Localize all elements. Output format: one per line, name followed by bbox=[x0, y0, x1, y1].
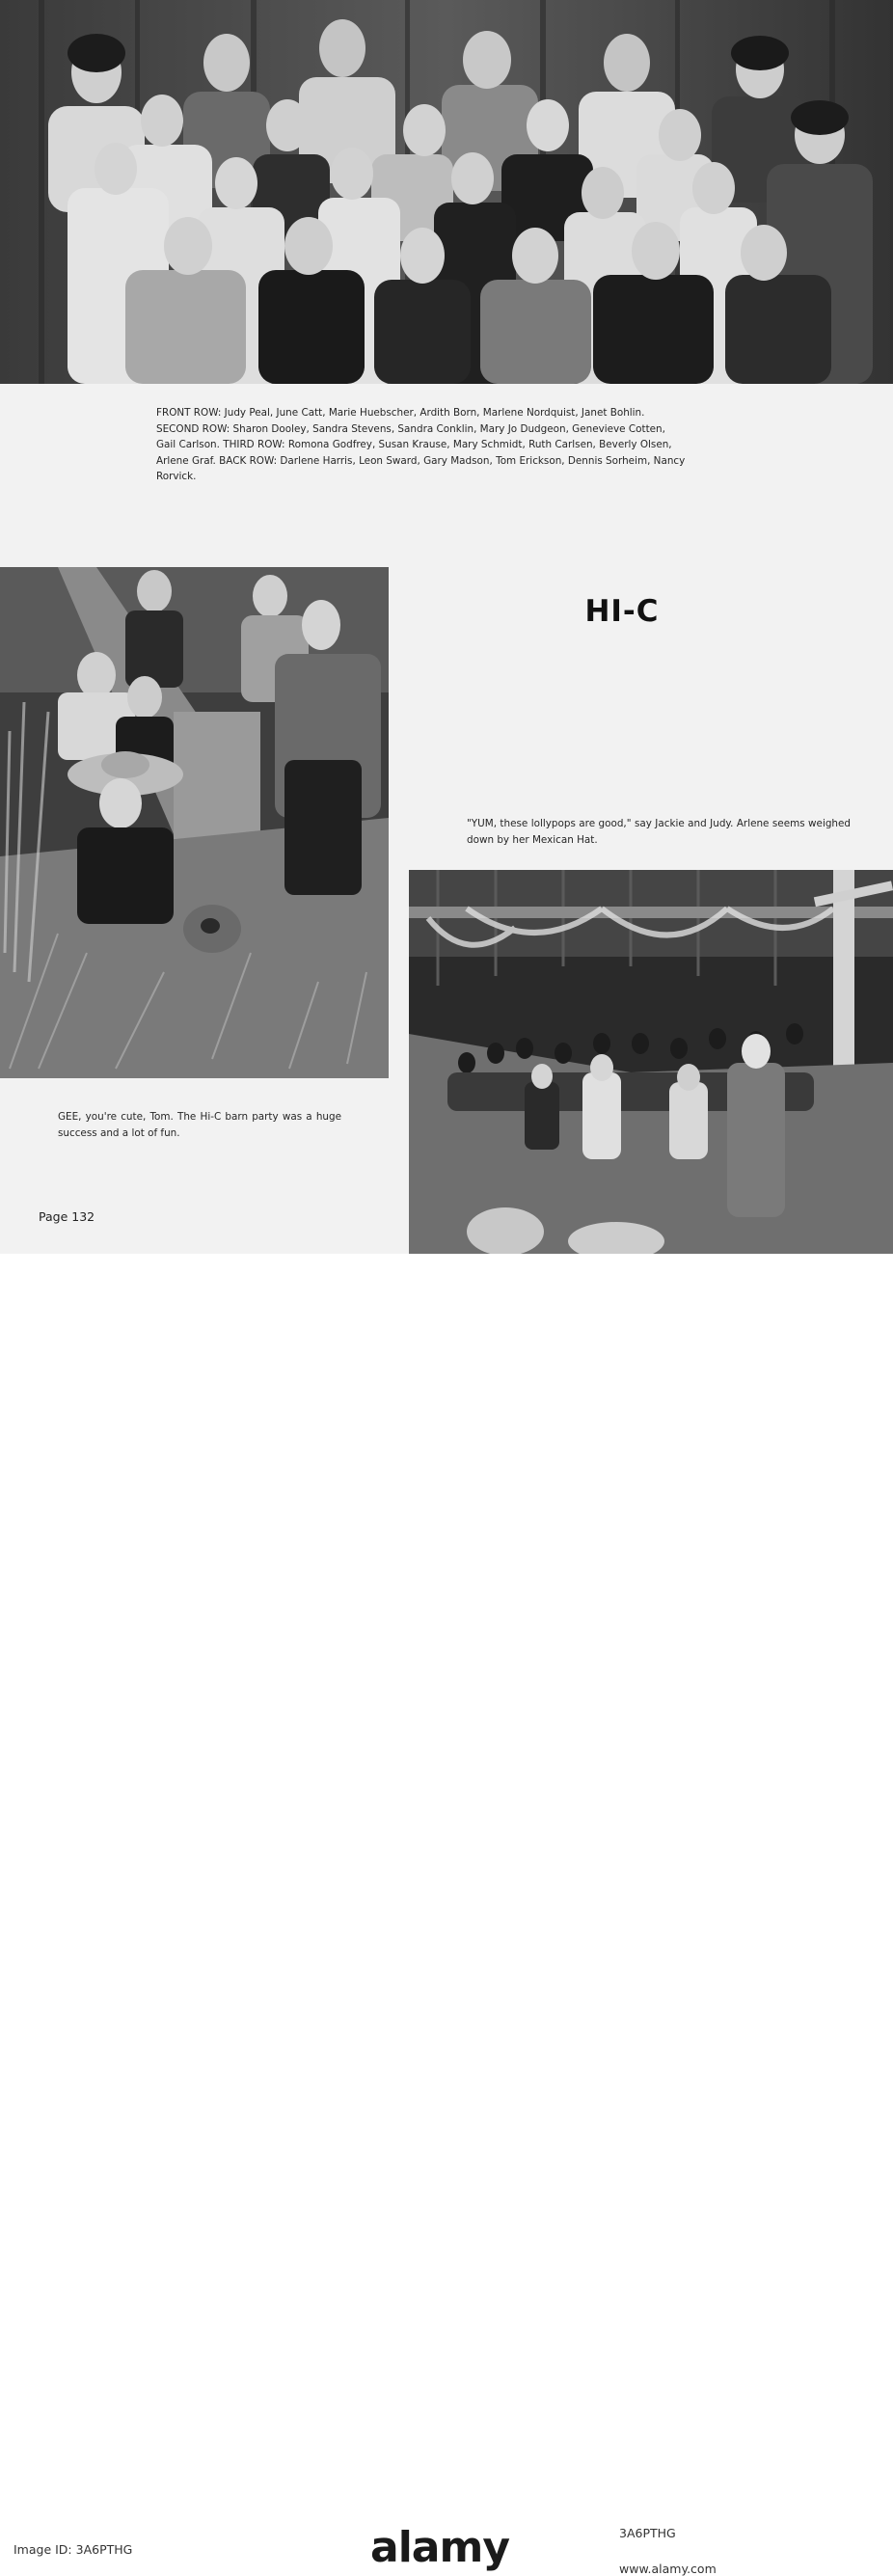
caption-line: Rorvick. bbox=[156, 471, 197, 483]
lollypops-caption: "YUM, these lollypops are good," say Jackie and Judy. Arlene seems weighed down by her Mexican Hat. bbox=[467, 818, 851, 846]
yearbook-page bbox=[0, 0, 893, 1254]
alamy-logo: alamy bbox=[370, 2523, 509, 2572]
caption-line: Gail Carlson. THIRD ROW: Romona Godfrey, Susan Krause, Mary Schmidt, Ruth Carlsen, Beverly Olsen, bbox=[156, 439, 672, 451]
page-title: HI-C bbox=[584, 594, 660, 629]
image-id: 3A6PTHG bbox=[619, 2526, 676, 2540]
image-credit: Image ID: 3A6PTHG bbox=[14, 2542, 133, 2557]
barn-party-photo bbox=[0, 567, 389, 1078]
barn-crowd-photo bbox=[409, 870, 893, 1254]
site-url[interactable]: www.alamy.com bbox=[619, 2562, 717, 2576]
tom-caption: GEE, you're cute, Tom. The Hi-C barn party was a huge success and a lot of fun. bbox=[58, 1111, 341, 1139]
group-caption bbox=[156, 405, 756, 485]
page-number: Page 132 bbox=[39, 1209, 95, 1224]
caption-line: Arlene Graf. BACK ROW: Darlene Harris, Leon Sward, Gary Madson, Tom Erickson, Dennis Sorheim, Nancy bbox=[156, 454, 686, 467]
caption-line: FRONT ROW: Judy Peal, June Catt, Marie Huebscher, Ardith Born, Marlene Nordquist, Janet Bohlin. bbox=[156, 407, 645, 419]
caption-line: SECOND ROW: Sharon Dooley, Sandra Stevens, Sandra Conklin, Mary Jo Dudgeon, Genevieve Cotten, bbox=[156, 422, 665, 435]
group-portrait-photo bbox=[0, 0, 893, 384]
stock-footer bbox=[0, 1254, 893, 2576]
